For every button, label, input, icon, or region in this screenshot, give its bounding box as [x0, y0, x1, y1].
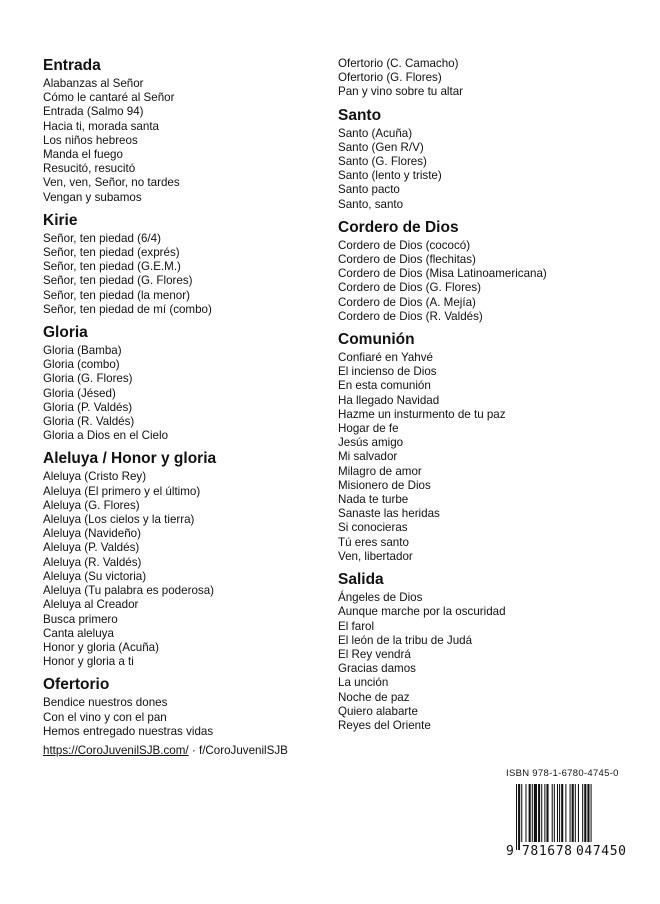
section-gloria	[43, 323, 328, 443]
song-title: Señor, ten piedad (G. Flores)	[43, 274, 193, 288]
song-title: Jesús amigo	[338, 436, 404, 450]
song-title: Manda el fuego	[43, 148, 123, 162]
song-title: Ven, ven, Señor, no tardes	[43, 176, 180, 190]
song-title: Santo pacto	[338, 183, 400, 197]
song-title: Cordero de Dios (R. Valdés)	[338, 309, 483, 323]
song-title: Milagro de amor	[338, 464, 422, 478]
song-title: Cómo le cantaré al Señor	[43, 91, 175, 105]
section-comunion	[338, 330, 638, 564]
song-title: Los niños hebreos	[43, 133, 138, 147]
song-title: Alabanzas al Señor	[43, 77, 144, 90]
song-title: Hacia ti, morada santa	[43, 119, 159, 133]
song-title: Señor, ten piedad (G.E.M.)	[43, 260, 181, 274]
song-title: Resucitó, resucitó	[43, 162, 136, 176]
barcode-bar	[541, 784, 542, 842]
song-title: Señor, ten piedad (exprés)	[43, 246, 180, 260]
barcode-bar	[561, 784, 563, 842]
ofertorio-continuation	[338, 57, 638, 100]
section-cordero-de-dios	[338, 218, 638, 324]
song-title: Señor, ten piedad de mí (combo)	[43, 302, 212, 316]
barcode-bar	[582, 784, 583, 842]
section-salida	[338, 570, 638, 733]
song-title: Honor y gloria a ti	[43, 655, 134, 669]
song-title: Nada te turbe	[338, 493, 409, 507]
song-title: Aleluya al Creador	[43, 598, 139, 612]
song-title: Aleluya (Los cielos y la tierra)	[43, 513, 195, 527]
barcode-bar	[575, 784, 576, 842]
song-title: Santo (Acuña)	[338, 126, 413, 140]
right-column-sections	[338, 106, 638, 734]
barcode-bar	[572, 784, 574, 842]
song-title: Cordero de Dios (A. Mejía)	[338, 295, 476, 309]
song-title: Gloria (Bamba)	[43, 344, 122, 358]
song-title: El león de la tribu de Judá	[338, 633, 473, 647]
song-title: Pan y vino sobre tu altar	[338, 85, 464, 99]
barcode-digits	[506, 842, 628, 862]
song-title: Confiaré en Yahvé	[338, 351, 433, 365]
barcode-bar	[554, 784, 555, 850]
song-title: Honor y gloria (Acuña)	[43, 640, 159, 654]
song-title: Canta aleluya	[43, 626, 114, 640]
song-title: Aleluya (Su victoria)	[43, 569, 147, 583]
section-heading: Entrada	[43, 57, 101, 74]
barcode-right-group: 047450	[574, 842, 629, 862]
barcode-bar	[570, 784, 571, 842]
song-title: Con el vino y con el pan	[43, 710, 167, 724]
song-title: Ven, libertador	[338, 549, 413, 563]
song-title: Noche de paz	[338, 690, 410, 704]
isbn-block	[506, 768, 628, 864]
song-title: Mi salvador	[338, 450, 398, 464]
song-title: Santo, santo	[338, 197, 404, 211]
song-title: Bendice nuestros dones	[43, 696, 168, 710]
song-title: El farol	[338, 619, 375, 633]
barcode-bar	[529, 784, 531, 842]
section-heading: Kirie	[43, 211, 78, 229]
barcode-bar	[518, 784, 520, 850]
section-heading: Aleluya / Honor y gloria	[43, 450, 217, 468]
song-title: La unción	[338, 676, 389, 690]
barcode-bar	[544, 784, 545, 842]
section-entrada	[43, 56, 328, 205]
barcode-first-digit: 9	[506, 844, 514, 859]
barcode-left-group: 781678	[520, 842, 575, 862]
song-title: Aleluya (R. Valdés)	[43, 555, 142, 569]
song-title: Gloria (combo)	[43, 358, 120, 372]
song-title: Sanaste las heridas	[338, 507, 440, 521]
barcode-bar	[552, 784, 553, 842]
song-title: Gloria (G. Flores)	[43, 372, 133, 386]
barcode-bar	[578, 784, 579, 842]
song-title: Gloria (P. Valdés)	[43, 400, 133, 414]
footer-links	[43, 744, 288, 758]
left-column	[43, 56, 328, 745]
section-kirie	[43, 211, 328, 317]
song-title: El incienso de Dios	[338, 365, 437, 379]
section-heading: Cordero de Dios	[338, 218, 459, 236]
barcode-bar	[525, 784, 526, 842]
song-title: Cordero de Dios (Misa Latinoamericana)	[338, 267, 547, 281]
song-title: Cordero de Dios (flechitas)	[338, 253, 476, 267]
barcode-bar	[591, 784, 592, 850]
song-title: Aleluya (Navideño)	[43, 527, 141, 541]
song-title: Hemos entregado nuestras vidas	[43, 724, 214, 738]
song-title: Cordero de Dios (cococó)	[338, 238, 471, 252]
song-title: El Rey vendrá	[338, 647, 411, 661]
song-title: Gracias damos	[338, 662, 416, 676]
song-title: Si conocieras	[338, 521, 408, 535]
song-title: Santo (G. Flores)	[338, 155, 427, 169]
song-title: Vengan y subamos	[43, 190, 142, 204]
song-title: Gloria (Jésed)	[43, 386, 116, 400]
section-heading: Salida	[338, 571, 384, 589]
barcode	[506, 784, 628, 864]
barcode-bar	[534, 784, 537, 842]
song-title: Quiero alabarte	[338, 704, 418, 718]
song-title: Señor, ten piedad (6/4)	[43, 231, 161, 245]
song-title: Aleluya (Cristo Rey)	[43, 470, 147, 484]
song-title: En esta comunión	[338, 379, 431, 393]
song-title: Entrada (Salmo 94)	[43, 105, 144, 119]
barcode-bar	[546, 784, 548, 842]
barcode-bar	[587, 784, 589, 842]
song-title: Aleluya (El primero y el último)	[43, 484, 201, 498]
song-title: Busca primero	[43, 612, 118, 626]
song-title: Gloria (R. Valdés)	[43, 415, 135, 429]
song-title: Tú eres santo	[338, 535, 409, 549]
song-title: Aleluya (G. Flores)	[43, 498, 140, 512]
barcode-bar	[516, 784, 517, 850]
song-title: Aunque marche por la oscuridad	[338, 605, 506, 619]
section-heading: Comunión	[338, 331, 415, 349]
section-aleluya-honor-y-gloria	[43, 449, 328, 669]
song-title: Hogar de fe	[338, 422, 399, 436]
barcode-bar	[557, 784, 558, 850]
song-title: Ángeles de Dios	[338, 591, 423, 605]
song-title: Aleluya (Tu palabra es poderosa)	[43, 584, 214, 598]
facebook-link[interactable]: f/CoroJuvenilSJB	[198, 744, 288, 757]
section-heading: Santo	[338, 106, 382, 124]
song-title: Misionero de Dios	[338, 478, 431, 492]
song-title: Ofertorio (G. Flores)	[338, 71, 442, 85]
barcode-bar	[565, 784, 566, 842]
song-title: Hazme un insturmento de tu paz	[338, 407, 506, 421]
section-ofertorio	[43, 675, 328, 739]
song-title: Reyes del Oriente	[338, 718, 431, 732]
section-santo	[338, 106, 638, 212]
song-title: Aleluya (P. Valdés)	[43, 541, 140, 555]
section-heading: Gloria	[43, 324, 88, 342]
barcode-bar	[538, 784, 540, 842]
song-title: Gloria a Dios en el Cielo	[43, 429, 169, 443]
isbn-label: ISBN 978-1-6780-4745-0	[506, 768, 619, 779]
barcode-bar	[559, 784, 560, 842]
barcode-bar	[521, 784, 522, 842]
section-heading: Ofertorio	[43, 676, 110, 694]
barcode-bar	[532, 784, 533, 842]
song-title: Santo (Gen R/V)	[338, 140, 424, 154]
song-title: Cordero de Dios (G. Flores)	[338, 281, 482, 295]
right-column	[338, 57, 638, 739]
song-title: Ha llegado Navidad	[338, 393, 440, 407]
barcode-bar	[584, 784, 586, 842]
song-title: Señor, ten piedad (la menor)	[43, 288, 190, 302]
footer-separator: ·	[191, 744, 196, 757]
song-title: Ofertorio (C. Camacho)	[338, 57, 459, 70]
song-title: Santo (lento y triste)	[338, 169, 442, 183]
website-link[interactable]: https://CoroJuvenilSJB.com/	[43, 744, 189, 757]
